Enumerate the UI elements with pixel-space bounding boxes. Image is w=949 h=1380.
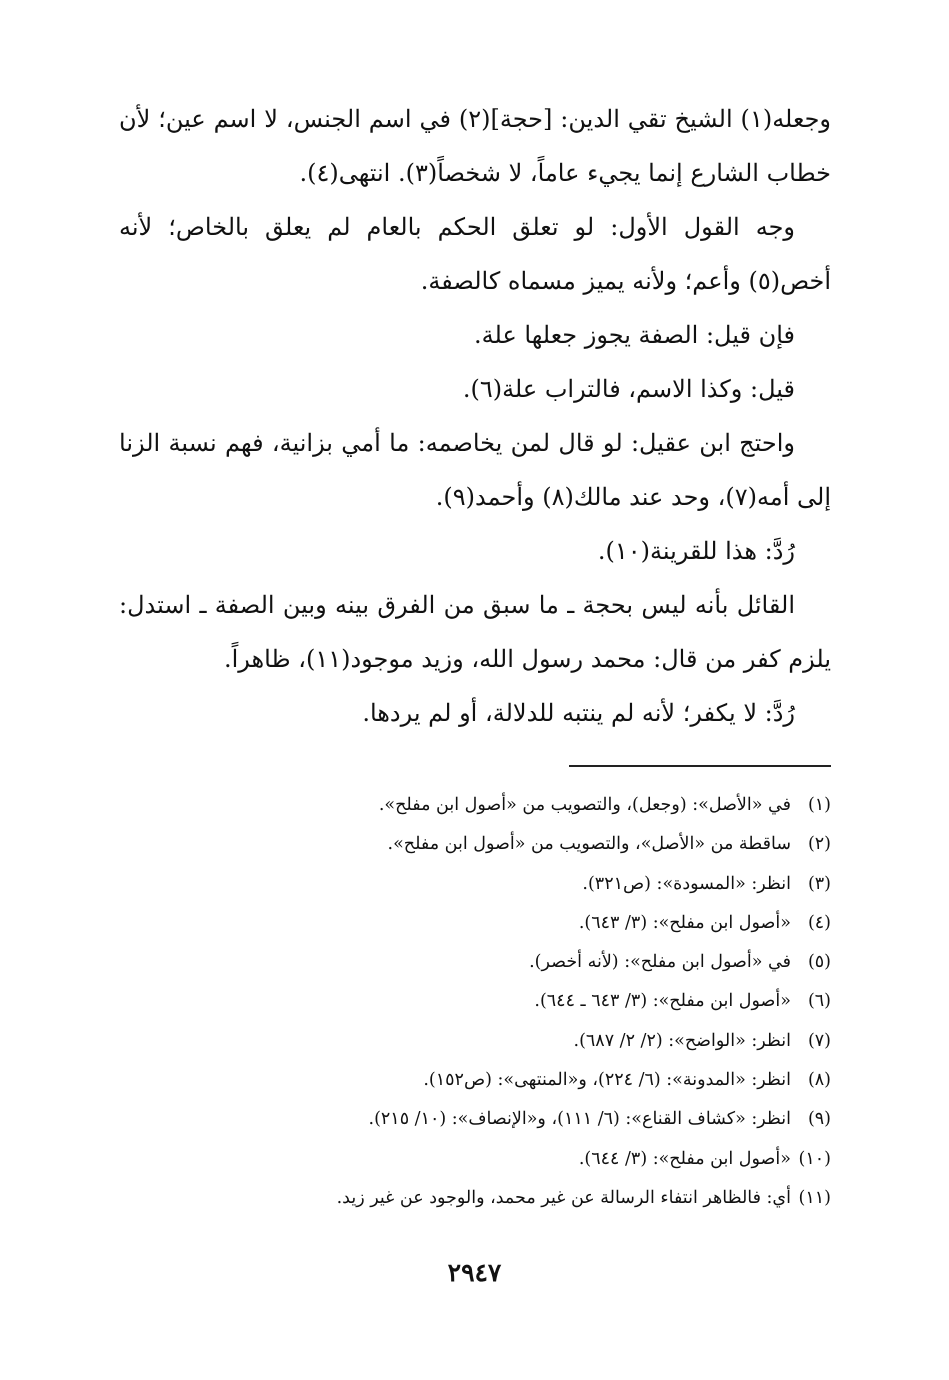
footnote-text: «أصول ابن مفلح»: (٣/ ٦٤٣).: [578, 912, 791, 933]
page-number: ٢٩٤٧: [447, 1258, 502, 1287]
footnote: [119, 1061, 831, 1100]
paragraph: وجعله(١) الشيخ تقي الدين: [حجة](٢) في اسم الجنس، لا اسم عين؛ لأن خطاب الشارع إنما يجيء عاماً، لا شخصاً(٣). انتهى(٤).: [119, 105, 832, 187]
paragraph: وجه القول الأول: لو تعلق الحكم بالعام لم يعلق بالخاص؛ لأنه أخص(٥) وأعم؛ ولأنه يميز مسماه كالصفة.: [119, 213, 831, 295]
footnote: [119, 865, 831, 904]
footnote: [119, 982, 831, 1021]
footnote-divider: [569, 765, 831, 767]
footnote-text: انظر: «الواضح»: (٢/ ٢/ ٦٨٧).: [573, 1030, 791, 1051]
footnote-text: انظر: «كشاف القناع»: (٦/ ١١١)، و«الإنصاف»: (١٠/ ٢١٥).: [368, 1109, 791, 1130]
footnotes: [119, 786, 831, 1218]
paragraph: واحتج ابن عقيل: لو قال لمن يخاصمه: ما أمي بزانية، فهم نسبة الزنا إلى أمه(٧)، وحد عند مالك(٨) وأحمد(٩).: [119, 429, 831, 511]
footnote-number: (٦): [807, 991, 831, 1012]
footnote-number: (١١): [798, 1187, 831, 1208]
footnote-text: انظر: «المدونة»: (٦/ ٢٢٤)، و«المنتهى»: (ص١٥٢).: [423, 1070, 791, 1091]
footnote-number: (٢): [807, 834, 831, 855]
footnote: [119, 825, 831, 864]
footnote-number: (١): [807, 795, 831, 815]
paragraph: فإن قيل: الصفة يجوز جعلها علة.: [474, 321, 795, 349]
paragraph: القائل بأنه ليس بحجة ـ ما سبق من الفرق بينه وبين الصفة ـ استدل: يلزم كفر من قال: محمد رسول الله، وزيد موجود(١١)، ظاهراً.: [119, 591, 831, 673]
footnote-text: انظر: «المسودة»: (ص٣٢١).: [582, 873, 791, 894]
footnote-text: أي: فالظاهر انتفاء الرسالة عن غير محمد، والوجود عن غير زيد.: [336, 1187, 791, 1208]
footnote-number: (١٠): [798, 1148, 831, 1169]
main-text: [119, 92, 831, 740]
footnote-text: في «أصول ابن مفلح»: (لأنه أخصر).: [529, 952, 791, 973]
paragraph: رُدَّ: هذا للقرينة(١٠).: [597, 537, 795, 565]
footnote: [119, 1100, 831, 1139]
footnote: [119, 1022, 831, 1061]
footnote: [119, 904, 831, 943]
footnote-text: في «الأصل»: (وجعل)، والتصويب من «أصول ابن مفلح».: [378, 795, 791, 815]
footnote-number: (٣): [807, 873, 831, 894]
footnote-number: (٥): [807, 952, 831, 973]
footnote-number: (٨): [807, 1070, 831, 1091]
paragraph: قيل: وكذا الاسم، فالتراب علة(٦).: [462, 375, 795, 403]
footnote-text: «أصول ابن مفلح»: (٣/ ٦٤٣ ـ ٦٤٤).: [534, 991, 791, 1012]
footnote: [119, 1140, 831, 1179]
footnote-number: (٧): [807, 1030, 831, 1051]
footnote: [119, 1179, 831, 1218]
footnote-text: «أصول ابن مفلح»: (٣/ ٦٤٤).: [578, 1148, 791, 1169]
footnote-number: (٩): [807, 1109, 831, 1130]
footnote: [119, 943, 831, 982]
footnote: [119, 786, 831, 825]
footnote-text: ساقطة من «الأصل»، والتصويب من «أصول ابن مفلح».: [387, 834, 791, 855]
paragraph: رُدَّ: لا يكفر؛ لأنه لم ينتبه للدلالة، أو لم يردها.: [362, 699, 795, 727]
footnote-number: (٤): [807, 912, 831, 933]
